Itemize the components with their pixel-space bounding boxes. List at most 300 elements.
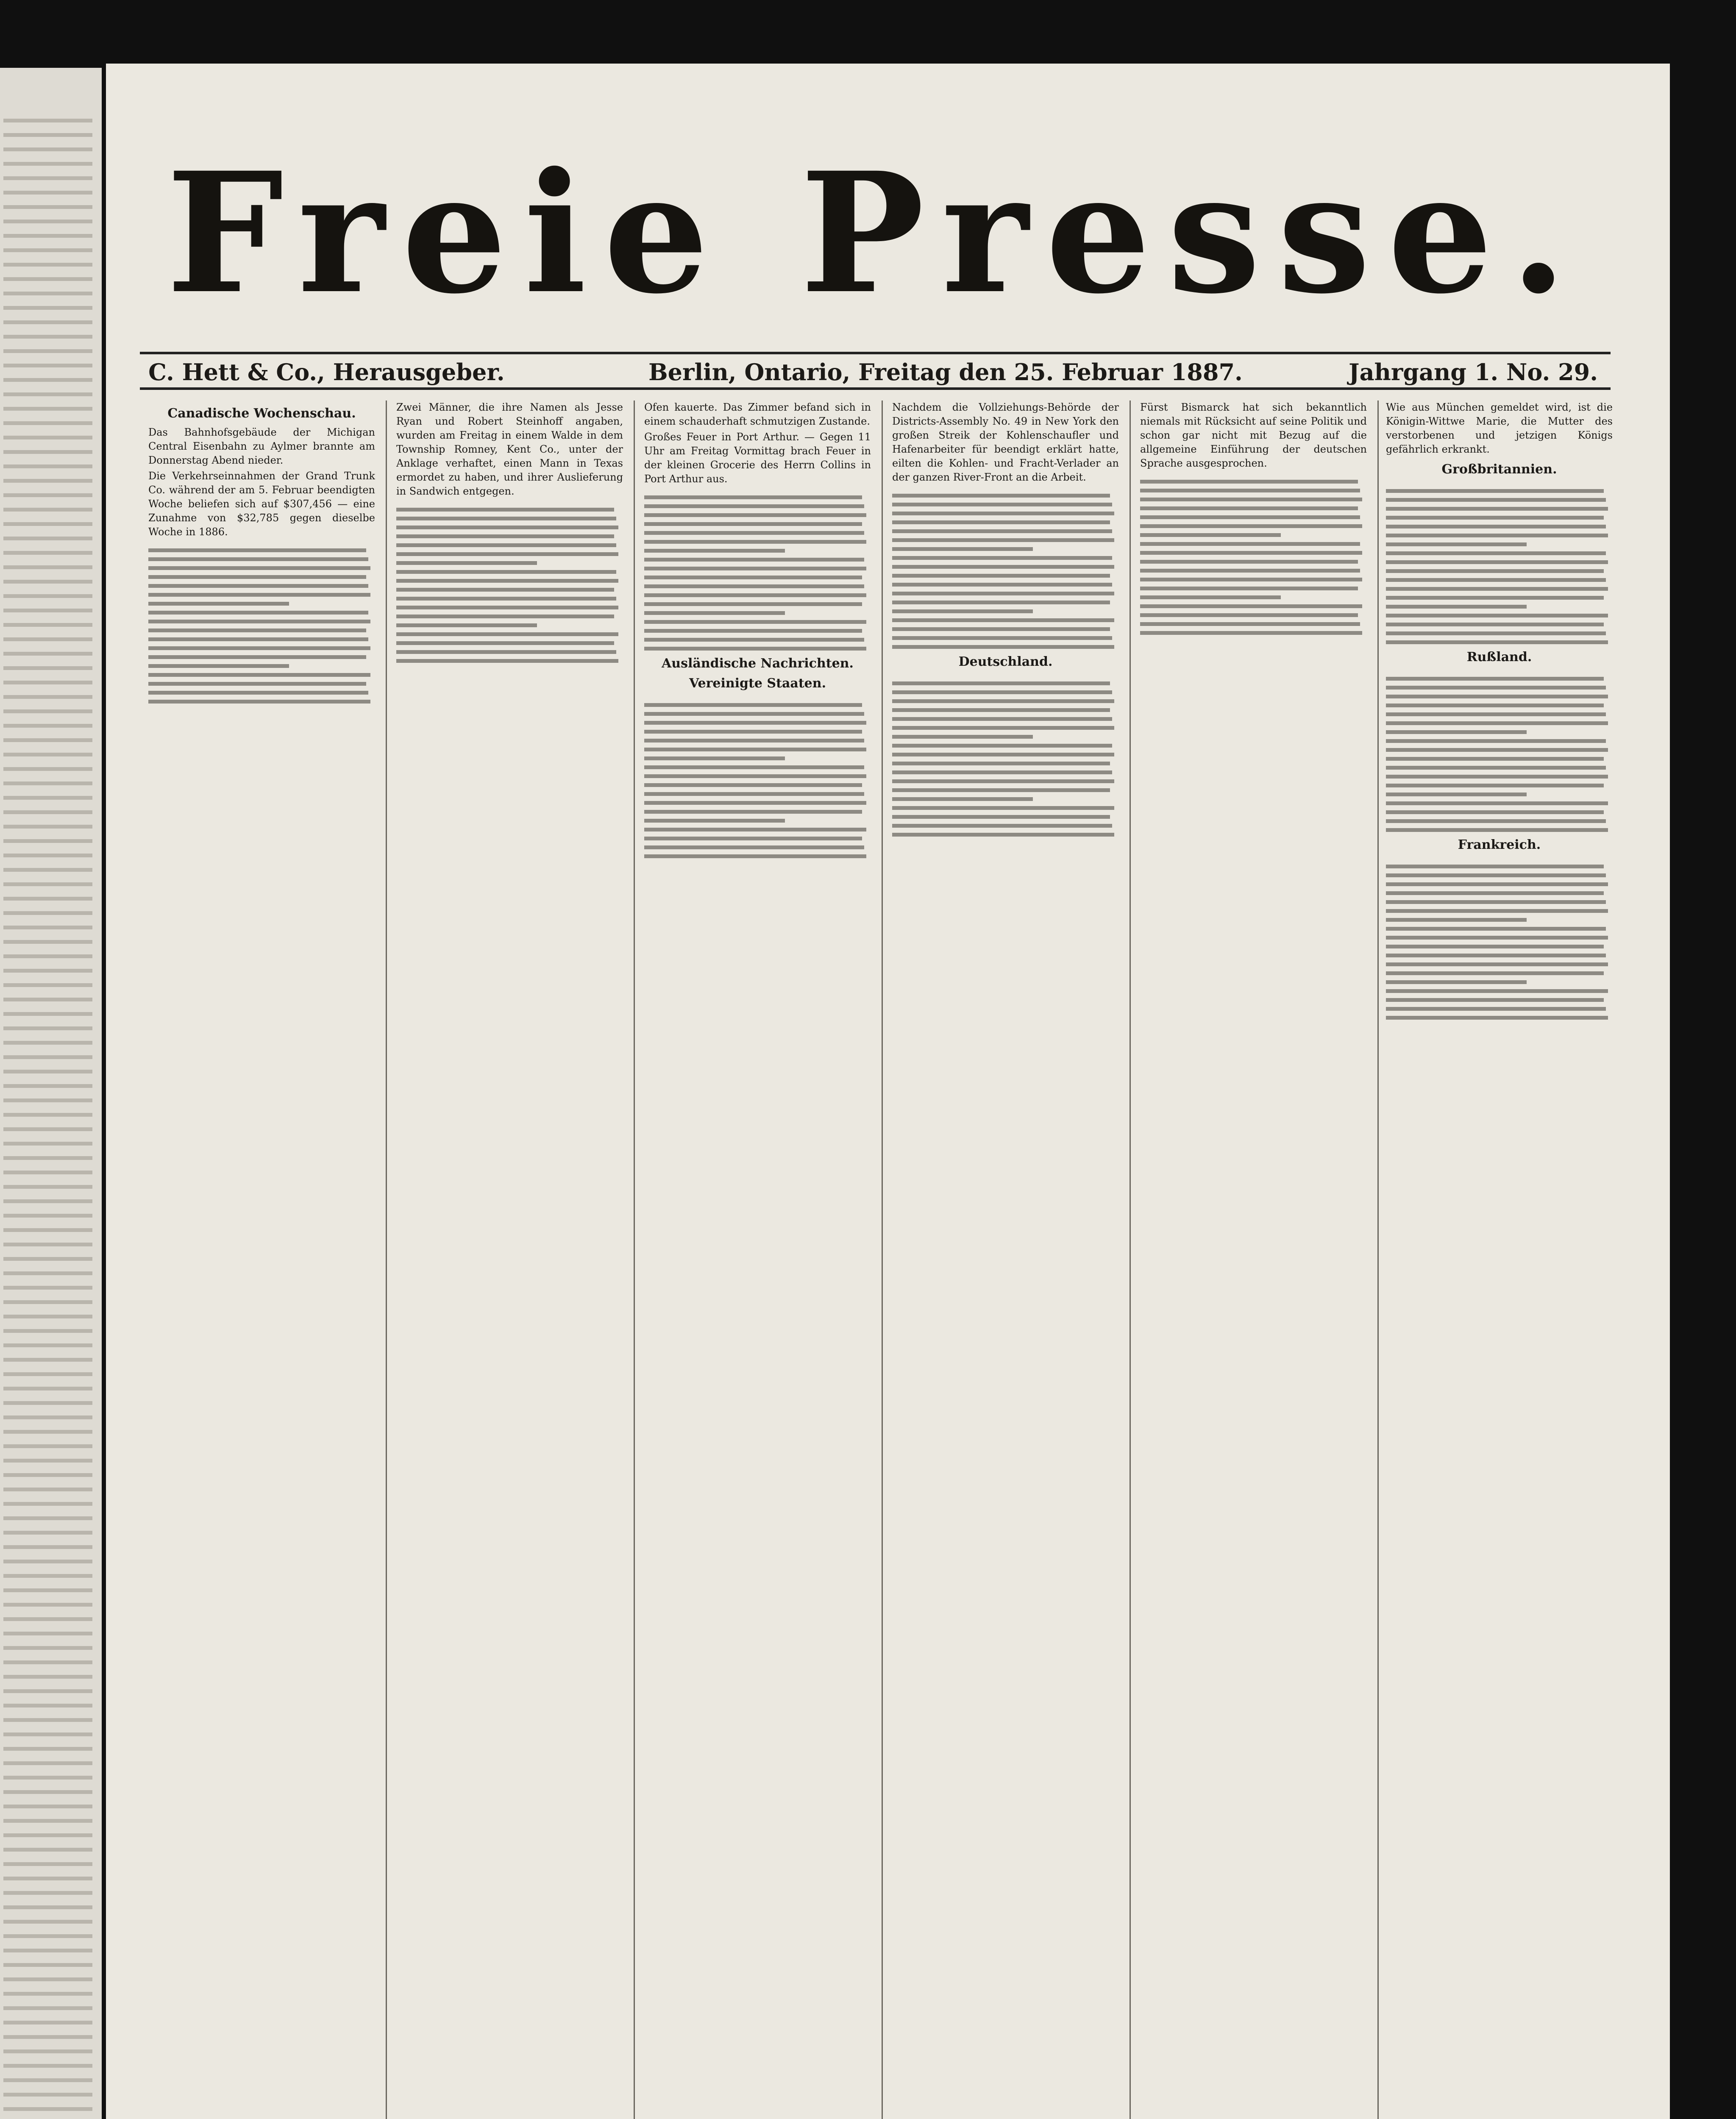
illegible-text-line [1386,534,1608,537]
illegible-text-line [3,248,92,252]
illegible-text-line [3,392,92,396]
illegible-text-line [1386,623,1604,626]
illegible-text-line [3,1877,92,1880]
illegible-text-line [3,767,92,771]
illegible-text-line [3,796,92,800]
illegible-text-line [3,1171,92,1174]
illegible-text-line [644,854,866,858]
illegible-text-line [3,1646,92,1650]
illegible-text-line [1386,569,1604,573]
illegible-text-line [3,695,92,699]
illegible-text-line [3,1286,92,1290]
illegible-text-line [3,666,92,670]
illegible-text-line [3,825,92,829]
illegible-text-line [3,2064,92,2068]
illegible-text-line [1386,525,1606,528]
text-filler [1386,669,1613,832]
illegible-text-line [3,1041,92,1045]
illegible-text-line [3,1934,92,1938]
illegible-text-line [396,561,537,565]
section-heading: Ausländische Nachrichten. [662,656,854,671]
illegible-text-line [3,1415,92,1419]
illegible-text-line [3,1243,92,1246]
illegible-text-line [148,655,366,659]
illegible-text-line [1386,882,1608,886]
illegible-text-line [644,522,862,526]
illegible-text-line [396,615,614,618]
illegible-text-line [3,234,92,238]
illegible-text-line [3,147,92,151]
illegible-text-line [892,779,1114,783]
illegible-text-line [3,2049,92,2053]
illegible-text-line [892,833,1114,837]
illegible-text-line [644,792,864,796]
illegible-text-line [3,1185,92,1189]
illegible-text-line [1386,954,1606,957]
illegible-text-line [3,2035,92,2039]
illegible-text-line [3,1689,92,1693]
illegible-text-line [1386,551,1606,555]
illegible-text-line [1386,980,1527,984]
illegible-text-line [3,1401,92,1405]
illegible-text-line [1386,542,1527,546]
illegible-text-line [892,547,1033,551]
section-heading: Deutschland. [958,654,1053,669]
illegible-text-line [3,1790,92,1794]
illegible-text-line [3,1704,92,1707]
illegible-text-line [3,1588,92,1592]
illegible-text-line [644,540,866,544]
illegible-text-line [1386,989,1608,993]
illegible-text-line [3,854,92,857]
illegible-text-line [3,522,92,526]
illegible-text-line [3,1574,92,1578]
illegible-text-line [1140,578,1362,581]
text-filler [396,500,623,663]
illegible-text-line [3,810,92,814]
illegible-text-line [3,1199,92,1203]
illegible-text-line [148,557,368,561]
illegible-text-line [3,1718,92,1722]
illegible-text-line [644,739,864,742]
illegible-text-line [644,593,866,597]
illegible-text-line [1140,533,1281,537]
illegible-text-line [892,636,1112,640]
illegible-text-line [3,205,92,209]
illegible-text-line [3,335,92,339]
illegible-text-line [1140,595,1281,599]
illegible-text-line [3,364,92,367]
illegible-text-line [892,494,1110,498]
illegible-text-line [396,632,618,636]
illegible-text-line [3,1444,92,1448]
illegible-text-line [148,682,366,686]
illegible-text-line [3,191,92,195]
illegible-text-line [3,1905,92,1909]
illegible-text-line [644,837,862,840]
subhead-bar [140,352,1611,390]
illegible-text-line [1386,498,1606,502]
illegible-text-line [1140,524,1362,528]
illegible-text-line [892,726,1114,730]
illegible-text-line [3,753,92,756]
illegible-text-line [396,588,614,592]
illegible-text-line [3,1761,92,1765]
illegible-text-line [1386,998,1604,1002]
paragraph: Das Bahnhofsgebäude der Michigan Central Eisenbahn zu Aylmer brannte am Donnerstag Abend nieder. [148,426,375,466]
dateline: Berlin, Ontario, Freitag den 25. Februar 1887. [648,359,1243,386]
column-rule [1130,400,1131,2119]
illegible-text-line [396,517,616,520]
illegible-text-line [3,594,92,598]
column-2 [396,400,623,2119]
illegible-text-line [644,531,864,535]
illegible-text-line [396,597,616,601]
illegible-text-line [3,1660,92,1664]
illegible-text-line [3,1098,92,1102]
illegible-text-line [3,378,92,382]
illegible-text-line [3,709,92,713]
illegible-text-line [644,558,864,562]
illegible-text-line [892,770,1112,774]
illegible-text-line [396,641,614,645]
illegible-text-line [3,580,92,584]
column-4 [892,400,1119,2119]
illegible-text-line [396,526,618,529]
illegible-text-line [396,570,616,574]
illegible-text-line [3,652,92,656]
illegible-text-line [3,119,92,122]
section-heading: Rußland. [1466,650,1532,665]
illegible-text-line [1386,891,1604,895]
illegible-text-line [892,609,1033,613]
illegible-text-line [892,529,1112,533]
illegible-text-line [1140,515,1360,519]
illegible-text-line [3,1084,92,1088]
illegible-text-line [3,1358,92,1362]
illegible-text-line [148,548,366,552]
illegible-text-line [3,1156,92,1160]
illegible-text-line [3,565,92,569]
illegible-text-line [1386,962,1608,966]
illegible-text-line [1140,489,1360,492]
illegible-text-line [644,584,864,588]
illegible-text-line [1386,1016,1608,1020]
illegible-text-line [1386,614,1608,617]
illegible-text-line [892,717,1112,721]
illegible-text-line [3,1315,92,1318]
illegible-text-line [3,1862,92,1866]
illegible-text-line [1386,775,1608,779]
illegible-text-line [892,797,1033,801]
illegible-text-line [3,1560,92,1563]
subsection-heading: Vereinigte Staaten. [689,676,826,691]
illegible-text-line [644,783,862,787]
illegible-text-line [644,810,862,814]
illegible-text-line [3,2107,92,2111]
illegible-text-line [1140,560,1358,564]
illegible-text-line [3,1488,92,1491]
illegible-text-line [3,1257,92,1261]
illegible-text-line [3,2078,92,2082]
illegible-text-line [148,602,289,606]
illegible-text-line [892,645,1114,649]
illegible-text-line [1386,784,1604,787]
illegible-text-line [644,712,864,716]
illegible-text-line [3,1070,92,1073]
illegible-text-line [3,479,92,483]
illegible-text-line [644,845,864,849]
illegible-text-line [1386,971,1604,975]
illegible-text-line [3,1372,92,1376]
illegible-text-line [644,638,864,642]
illegible-text-line [3,537,92,540]
illegible-text-line [3,1732,92,1736]
illegible-text-line [3,1300,92,1304]
illegible-text-line [1386,489,1604,493]
illegible-text-line [644,828,866,831]
publisher-line: C. Hett & Co., Herausgeber. [148,359,505,386]
illegible-text-line [644,495,862,499]
illegible-text-line [892,592,1114,595]
illegible-text-line [644,513,866,517]
illegible-text-line [1386,730,1527,734]
illegible-text-line [892,744,1112,748]
illegible-text-line [892,815,1110,819]
illegible-text-line [1386,801,1608,805]
illegible-text-line [892,735,1033,739]
text-filler [148,541,375,704]
illegible-text-line [148,691,368,695]
illegible-text-line [1386,704,1604,707]
illegible-text-line [3,464,92,468]
illegible-text-line [3,897,92,901]
illegible-text-line [3,1228,92,1232]
paragraph: Zwei Männer, die ihre Namen als Jesse Ryan und Robert Steinhoff angaben, wurden am Freitag in einem Walde in dem Township Romney, Kent Co., unter der Anklage verhaftet, einen Mann in Texas ermordet zu haben, und ihrer Auslieferung in Sandwich entgegen. [396,401,623,497]
paragraph: Nachdem die Vollziehungs-Behörde der Districts-Assembly No. 49 in New York den großen Streik der Kohlenschaufler und Hafenarbeiter für beendigt erklärt hatte, eilten die Kohlen- und Fracht-Verlader an der ganzen River-Front an die Arbeit. [892,401,1119,483]
illegible-text-line [644,549,785,553]
illegible-text-line [3,306,92,310]
illegible-text-line [892,556,1112,560]
paragraph: Wie aus München gemeldet wird, ist die Königin-Wittwe Marie, die Mutter des verstorbenen und jetzigen Königs gefährlich erkrankt. [1386,401,1613,455]
illegible-text-line [892,681,1110,685]
illegible-text-line [3,1920,92,1924]
illegible-text-line [1140,506,1358,510]
illegible-text-line [1140,542,1360,546]
column-1 [148,400,375,2119]
illegible-text-line [3,1747,92,1751]
illegible-text-line [1386,677,1604,681]
illegible-text-line [3,1473,92,1477]
illegible-text-line [3,1819,92,1823]
illegible-text-line [3,277,92,281]
illegible-text-line [644,730,862,734]
illegible-text-line [3,263,92,267]
illegible-text-line [1386,605,1527,609]
illegible-text-line [3,1055,92,1059]
illegible-text-line [3,2006,92,2010]
illegible-text-line [396,650,616,654]
illegible-text-line [3,1675,92,1679]
illegible-text-line [3,983,92,987]
illegible-text-line [396,659,618,663]
illegible-text-line [3,1977,92,1981]
illegible-text-line [1386,766,1606,770]
illegible-text-line [3,349,92,353]
illegible-text-line [644,774,866,778]
illegible-text-line [644,721,866,725]
illegible-text-line [644,765,864,769]
illegible-text-line [396,534,614,538]
column-rule [1377,400,1379,2119]
illegible-text-line [1386,507,1608,511]
illegible-text-line [644,620,866,624]
illegible-text-line [644,504,864,508]
illegible-text-line [3,1545,92,1549]
illegible-text-line [3,421,92,425]
illegible-text-line [3,998,92,1001]
illegible-text-line [1386,712,1606,716]
paragraph: Die Verkehrseinnahmen der Grand Trunk Co. während der am 5. Februar beendigten Woche beliefen sich auf $307,456 — eine Zunahme von $32,785 gegen dieselbe Woche in 1886. [148,470,375,538]
illegible-text-line [892,538,1114,542]
illegible-text-line [1386,757,1604,761]
illegible-text-line [3,637,92,641]
illegible-text-line [396,552,618,556]
illegible-text-line [148,628,366,632]
illegible-text-line [3,1949,92,1952]
illegible-text-line [3,1271,92,1275]
illegible-text-line [1386,819,1606,823]
illegible-text-line [1140,604,1362,608]
illegible-text-line [1386,739,1606,743]
illegible-text-line [3,954,92,958]
illegible-text-line [1140,613,1358,617]
illegible-text-line [892,583,1112,587]
illegible-text-line [1140,622,1360,626]
illegible-text-line [644,629,862,633]
illegible-text-line [3,1012,92,1016]
illegible-text-line [1140,498,1362,501]
illegible-text-line [1386,828,1608,832]
illegible-text-line [644,748,866,751]
illegible-text-line [148,637,368,641]
illegible-text-line [892,708,1110,712]
illegible-text-line [644,602,862,606]
illegible-text-line [3,738,92,742]
illegible-text-line [1386,793,1527,796]
illegible-text-line [1386,927,1606,931]
illegible-text-line [1386,721,1608,725]
illegible-text-line [148,584,368,588]
illegible-text-line [892,520,1110,524]
illegible-text-line [3,1632,92,1635]
illegible-text-line [396,543,616,547]
illegible-text-line [396,508,614,512]
illegible-text-line [3,493,92,497]
illegible-text-line [3,407,92,411]
illegible-text-line [1386,587,1608,591]
illegible-text-line [1386,918,1527,922]
illegible-text-line [3,551,92,555]
illegible-text-line [1386,695,1608,698]
column-rule [386,400,387,2119]
illegible-text-line [892,574,1110,578]
text-filler [892,486,1119,649]
illegible-text-line [148,673,370,677]
illegible-text-line [3,1026,92,1030]
paragraph: Fürst Bismarck hat sich bekanntlich niemals mit Rücksicht auf seine Politik und schon gar nicht mit Bezug auf die allgemeine Einführung der deutschen Sprache ausgesprochen. [1140,401,1367,469]
paragraph: Großes Feuer in Port Arthur. — Gegen 11 Uhr am Freitag Vormittag brach Feuer in der kleinen Grocerie des Herrn Collins in Port Arthur aus. [644,431,871,485]
illegible-text-line [644,576,862,579]
illegible-text-line [1386,686,1606,690]
text-filler [892,674,1119,837]
article-columns [148,400,1613,2119]
text-filler [1386,481,1613,644]
illegible-text-line [892,627,1110,631]
illegible-text-line [148,611,368,615]
illegible-text-line [3,1963,92,1967]
illegible-text-line [3,609,92,612]
illegible-text-line [3,1992,92,1996]
illegible-text-line [3,1127,92,1131]
section-heading: Frankreich. [1458,837,1541,852]
illegible-text-line [1386,560,1608,564]
illegible-text-line [644,611,785,615]
illegible-text-line [1386,810,1604,814]
illegible-text-line [3,292,92,295]
illegible-text-line [892,824,1112,828]
illegible-text-line [892,565,1114,569]
illegible-text-line [892,699,1114,703]
column-heading: Canadische Wochenschau. [167,406,356,421]
illegible-text-line [1386,1007,1606,1011]
column-3 [644,400,871,2119]
illegible-text-line [3,1603,92,1607]
text-filler [644,695,871,858]
illegible-text-line [3,1805,92,1808]
illegible-text-line [3,436,92,439]
illegible-text-line [1386,631,1606,635]
column-6 [1386,400,1613,2119]
adjacent-page-sliver [0,68,102,2119]
issue-number: Jahrgang 1. No. 29. [1349,359,1598,386]
illegible-text-line [148,593,370,597]
illegible-text-line [892,690,1112,694]
illegible-text-line [3,781,92,785]
column-5 [1140,400,1367,2119]
illegible-text-line [3,1502,92,1506]
illegible-text-line [1140,631,1362,635]
illegible-text-line [892,788,1110,792]
illegible-text-line [3,1142,92,1146]
illegible-text-line [3,508,92,512]
illegible-text-line [644,801,866,805]
illegible-text-line [644,819,785,823]
illegible-text-line [3,2021,92,2024]
illegible-text-line [3,1776,92,1780]
illegible-text-line [1386,596,1604,600]
illegible-text-line [396,579,618,583]
illegible-text-line [3,882,92,886]
illegible-text-line [3,1113,92,1117]
section-heading: Großbritannien. [1441,462,1557,477]
illegible-text-line [892,753,1114,756]
illegible-text-line [892,503,1112,506]
illegible-text-line [1386,900,1606,904]
illegible-text-line [3,969,92,973]
illegible-text-line [892,806,1114,810]
illegible-text-line [1386,516,1604,520]
